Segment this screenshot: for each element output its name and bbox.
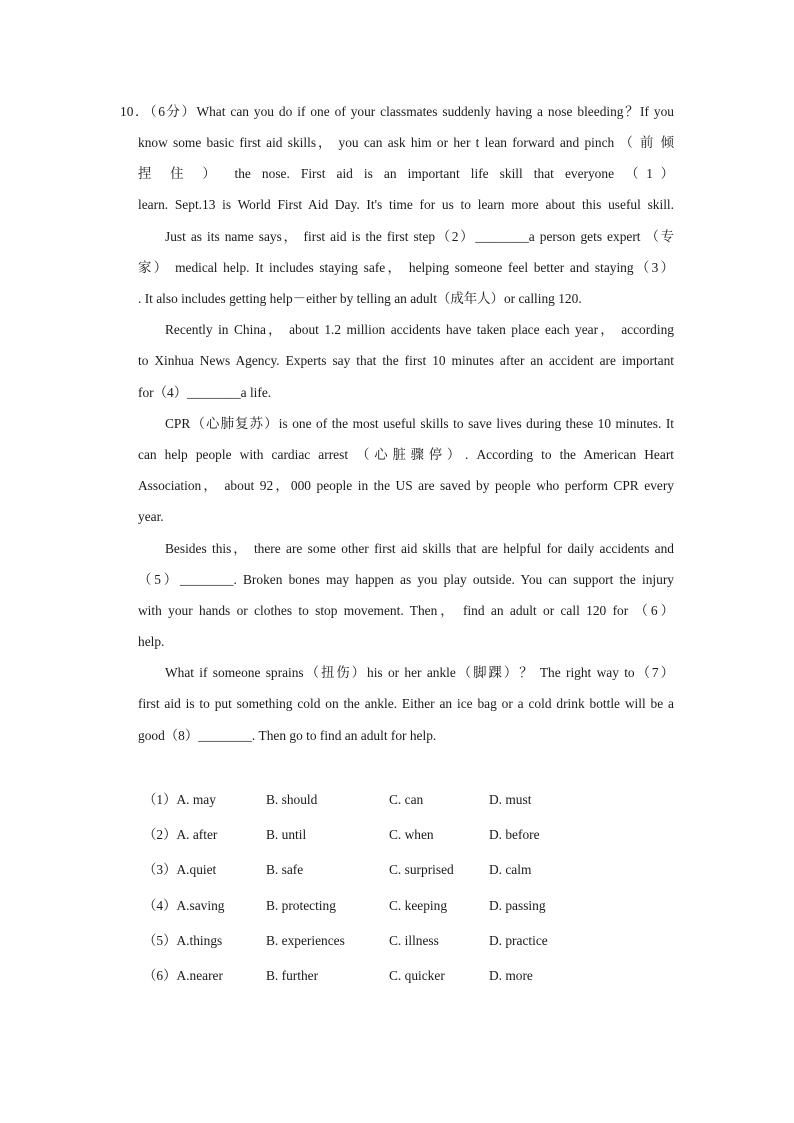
option-c: C. when — [389, 827, 434, 843]
option-d: D. passing — [489, 897, 546, 913]
option-d: D. practice — [489, 932, 548, 948]
passage-line: Besides this， there are some other first aid skills that are helpful for daily accidents and — [165, 541, 674, 556]
passage-line: What if someone sprains（扭伤）his or her ankle（脚踝）？ The right way to（7） — [165, 665, 674, 680]
passage-line: for（4）________a life. — [138, 385, 272, 400]
passage-line: to Xinhua News Agency. Experts say that the first 10 minutes after an accident are important — [138, 353, 674, 368]
option-a: （3）A.quiet — [143, 862, 217, 878]
passage-line: 10．（6分）What can you do if one of your classmates suddenly having a nose bleeding？If you — [120, 104, 674, 119]
passage-line: help. — [138, 634, 165, 649]
passage-line: CPR（心肺复苏）is one of the most useful skills to save lives during these 10 minutes. It — [165, 416, 674, 431]
option-c: C. illness — [389, 932, 439, 948]
passage-line: first aid is to put something cold on the ankle. Either an ice bag or a cold drink bottle will be a — [138, 696, 674, 711]
passage-line: （5）________. Broken bones may happen as you play outside. You can support the injury — [138, 572, 674, 587]
option-row — [143, 896, 603, 931]
option-b: B. further — [266, 967, 319, 983]
passage-line: know some basic first aid skills， you can ask him or her t lean forward and pinch （ 前 倾 — [138, 135, 674, 150]
option-row — [143, 931, 603, 966]
option-c: C. keeping — [389, 897, 448, 913]
option-c: C. surprised — [389, 862, 454, 878]
option-a: （1）A. may — [143, 792, 216, 807]
option-row — [143, 825, 603, 860]
passage-line: Association， about 92，000 people in the US are saved by people who perform CPR every — [138, 478, 674, 493]
passage-line: can help people with cardiac arrest （心脏骤停）. According to the American Heart — [138, 447, 674, 462]
option-b: B. protecting — [266, 897, 336, 913]
passage-line: with your hands or clothes to stop movement. Then， find an adult or call 120 for （6） — [138, 603, 674, 618]
passage-line: 捏 住 ） the nose. First aid is an important life skill that everyone （1） — [138, 166, 674, 181]
option-d: D. must — [489, 792, 532, 807]
option-c: C. quicker — [389, 967, 445, 983]
option-row — [143, 860, 603, 895]
option-a: （2）A. after — [143, 827, 218, 843]
option-b: B. should — [266, 792, 318, 807]
option-row — [143, 790, 603, 825]
passage-line: learn. Sept.13 is World First Aid Day. It's time for us to learn more about this useful skill. — [138, 197, 674, 212]
option-b: B. until — [266, 827, 307, 843]
option-b: B. safe — [266, 862, 304, 878]
option-d: D. before — [489, 827, 540, 843]
answer-options — [143, 790, 603, 1001]
option-d: D. more — [489, 967, 533, 983]
passage-line: Recently in China， about 1.2 million accidents have taken place each year， according — [165, 322, 674, 337]
passage-line: year. — [138, 509, 164, 524]
option-a: （6）A.nearer — [143, 967, 223, 983]
passage-line: Just as its name says， first aid is the first step（2）________a person gets expert （专 — [165, 229, 674, 244]
option-c: C. can — [389, 792, 424, 807]
passage-line: 家） medical help. It includes staying safe， helping someone feel better and staying（3） — [138, 260, 674, 275]
option-a: （5）A.things — [143, 932, 223, 948]
passage-line: good（8）________. Then go to find an adult for help. — [138, 728, 437, 743]
option-b: B. experiences — [266, 932, 345, 948]
option-row — [143, 966, 603, 1001]
option-d: D. calm — [489, 862, 532, 878]
option-a: （4）A.saving — [143, 897, 225, 913]
passage-line: . It also includes getting help－either by telling an adult（成年人）or calling 120. — [138, 291, 582, 306]
